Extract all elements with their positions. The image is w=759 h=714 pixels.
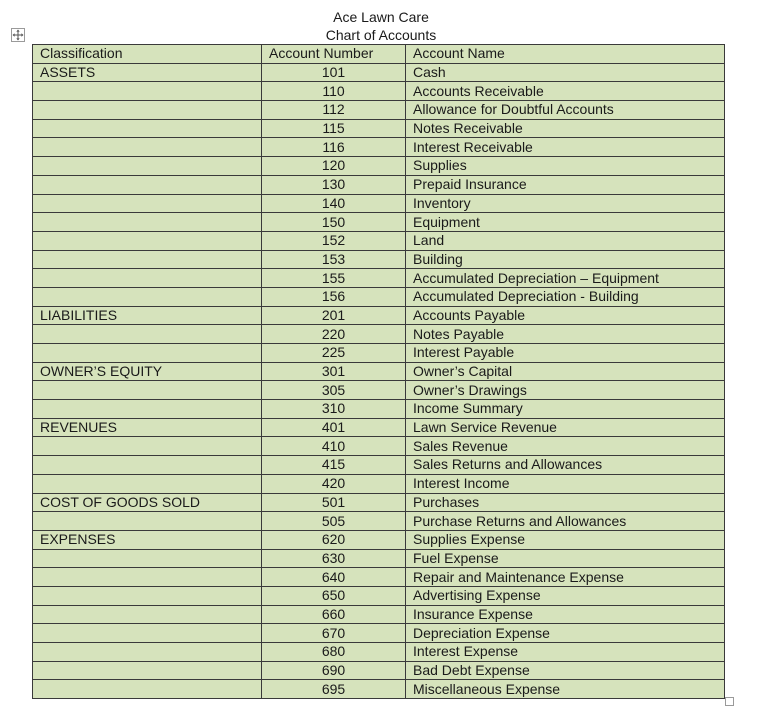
cell-classification (33, 586, 262, 605)
table-row (33, 250, 725, 269)
cell-account-number: 420 (262, 474, 406, 493)
cell-account-name: Allowance for Doubtful Accounts (406, 101, 725, 120)
header-classification: Classification (33, 45, 262, 64)
cell-account-number: 110 (262, 82, 406, 101)
cell-account-name: Supplies (406, 157, 725, 176)
cell-account-name: Sales Revenue (406, 437, 725, 456)
cell-classification (33, 119, 262, 138)
cell-account-name: Miscellaneous Expense (406, 680, 725, 699)
cell-account-number: 670 (262, 624, 406, 643)
cell-classification (33, 325, 262, 344)
cell-account-number: 155 (262, 269, 406, 288)
cell-account-name: Supplies Expense (406, 530, 725, 549)
table-row (33, 213, 725, 232)
cell-account-name: Building (406, 250, 725, 269)
table-row (33, 269, 725, 288)
cell-classification (33, 400, 262, 419)
cell-account-name: Notes Receivable (406, 119, 725, 138)
cell-classification: COST OF GOODS SOLD (33, 493, 262, 512)
cell-classification (33, 101, 262, 120)
cell-classification (33, 287, 262, 306)
cell-classification (33, 82, 262, 101)
header-account-name: Account Name (406, 45, 725, 64)
cell-classification (33, 194, 262, 213)
cell-account-name: Sales Returns and Allowances (406, 456, 725, 475)
table-row (33, 512, 725, 531)
cell-classification (33, 250, 262, 269)
cell-account-number: 410 (262, 437, 406, 456)
cell-account-number: 225 (262, 344, 406, 363)
cell-classification: OWNER’S EQUITY (33, 362, 262, 381)
cell-account-number: 220 (262, 325, 406, 344)
cell-classification (33, 344, 262, 363)
table-row (33, 661, 725, 680)
table-row (33, 456, 725, 475)
cell-account-number: 660 (262, 605, 406, 624)
cell-account-number: 152 (262, 231, 406, 250)
cell-classification (33, 213, 262, 232)
table-header-row (33, 45, 725, 64)
cell-account-number: 115 (262, 119, 406, 138)
cell-account-number: 630 (262, 549, 406, 568)
table-row (33, 437, 725, 456)
cell-classification: EXPENSES (33, 530, 262, 549)
cell-account-name: Prepaid Insurance (406, 175, 725, 194)
cell-account-number: 620 (262, 530, 406, 549)
cell-account-name: Accounts Payable (406, 306, 725, 325)
cell-account-name: Cash (406, 63, 725, 82)
document-subtitle: Chart of Accounts (325, 27, 437, 43)
cell-account-number: 401 (262, 418, 406, 437)
table-row (33, 418, 725, 437)
cell-classification (33, 175, 262, 194)
cell-account-name: Income Summary (406, 400, 725, 419)
cell-account-number: 640 (262, 568, 406, 587)
table-row (33, 493, 725, 512)
cell-account-name: Interest Expense (406, 643, 725, 662)
cell-account-name: Interest Receivable (406, 138, 725, 157)
table-row (33, 605, 725, 624)
cell-classification (33, 231, 262, 250)
table-row (33, 287, 725, 306)
cell-classification (33, 624, 262, 643)
cell-classification (33, 643, 262, 662)
table-row (33, 138, 725, 157)
cell-account-number: 153 (262, 250, 406, 269)
cell-account-number: 650 (262, 586, 406, 605)
cell-classification (33, 138, 262, 157)
table-row (33, 586, 725, 605)
cell-classification (33, 512, 262, 531)
cell-account-name: Owner’s Drawings (406, 381, 725, 400)
cell-account-name: Accounts Receivable (406, 82, 725, 101)
header-account-number: Account Number (262, 45, 406, 64)
cell-account-number: 116 (262, 138, 406, 157)
table-row (33, 231, 725, 250)
cell-account-name: Purchase Returns and Allowances (406, 512, 725, 531)
cell-account-number: 101 (262, 63, 406, 82)
table-row (33, 306, 725, 325)
table-row (33, 680, 725, 699)
table-row (33, 157, 725, 176)
cell-account-number: 505 (262, 512, 406, 531)
cell-account-number: 156 (262, 287, 406, 306)
cell-account-number: 112 (262, 101, 406, 120)
table-row (33, 624, 725, 643)
table-row (33, 400, 725, 419)
table-row (33, 325, 725, 344)
table-row (33, 381, 725, 400)
cell-classification (33, 605, 262, 624)
cell-account-number: 130 (262, 175, 406, 194)
cell-classification (33, 157, 262, 176)
cell-account-number: 150 (262, 213, 406, 232)
cell-classification (33, 680, 262, 699)
cell-account-number: 310 (262, 400, 406, 419)
table-row (33, 474, 725, 493)
cell-account-number: 140 (262, 194, 406, 213)
cell-account-name: Equipment (406, 213, 725, 232)
cell-account-number: 305 (262, 381, 406, 400)
table-row (33, 344, 725, 363)
cell-account-name: Fuel Expense (406, 549, 725, 568)
cell-account-number: 415 (262, 456, 406, 475)
cell-account-number: 695 (262, 680, 406, 699)
table-row (33, 530, 725, 549)
cell-account-number: 680 (262, 643, 406, 662)
cell-classification (33, 568, 262, 587)
cell-classification (33, 269, 262, 288)
cell-account-name: Interest Payable (406, 344, 725, 363)
cell-classification (33, 474, 262, 493)
cell-account-name: Land (406, 231, 725, 250)
table-move-handle-icon[interactable] (11, 28, 25, 42)
table-resize-handle-icon[interactable] (725, 697, 734, 706)
cell-account-number: 120 (262, 157, 406, 176)
table-row (33, 119, 725, 138)
table-row (33, 643, 725, 662)
cell-account-number: 501 (262, 493, 406, 512)
cell-account-name: Advertising Expense (406, 586, 725, 605)
cell-classification (33, 549, 262, 568)
table-row (33, 63, 725, 82)
cell-classification (33, 661, 262, 680)
cell-account-name: Accumulated Depreciation - Building (406, 287, 725, 306)
cell-classification (33, 437, 262, 456)
cell-account-name: Bad Debt Expense (406, 661, 725, 680)
table-row (33, 568, 725, 587)
cell-account-number: 201 (262, 306, 406, 325)
table-row (33, 82, 725, 101)
table-row (33, 175, 725, 194)
cell-account-number: 301 (262, 362, 406, 381)
cell-account-name: Depreciation Expense (406, 624, 725, 643)
chart-of-accounts-table (32, 44, 725, 699)
cell-account-name: Inventory (406, 194, 725, 213)
cell-classification (33, 456, 262, 475)
cell-account-name: Notes Payable (406, 325, 725, 344)
table-row (33, 362, 725, 381)
cell-classification: ASSETS (33, 63, 262, 82)
table-row (33, 194, 725, 213)
cell-account-name: Interest Income (406, 474, 725, 493)
cell-account-name: Lawn Service Revenue (406, 418, 725, 437)
table-row (33, 549, 725, 568)
document-title: Ace Lawn Care (333, 9, 429, 25)
cell-account-name: Owner’s Capital (406, 362, 725, 381)
cell-classification: REVENUES (33, 418, 262, 437)
table-row (33, 101, 725, 120)
cell-account-name: Insurance Expense (406, 605, 725, 624)
cell-account-name: Purchases (406, 493, 725, 512)
cell-account-name: Repair and Maintenance Expense (406, 568, 725, 587)
cell-account-number: 690 (262, 661, 406, 680)
cell-classification: LIABILITIES (33, 306, 262, 325)
cell-classification (33, 381, 262, 400)
cell-account-name: Accumulated Depreciation – Equipment (406, 269, 725, 288)
